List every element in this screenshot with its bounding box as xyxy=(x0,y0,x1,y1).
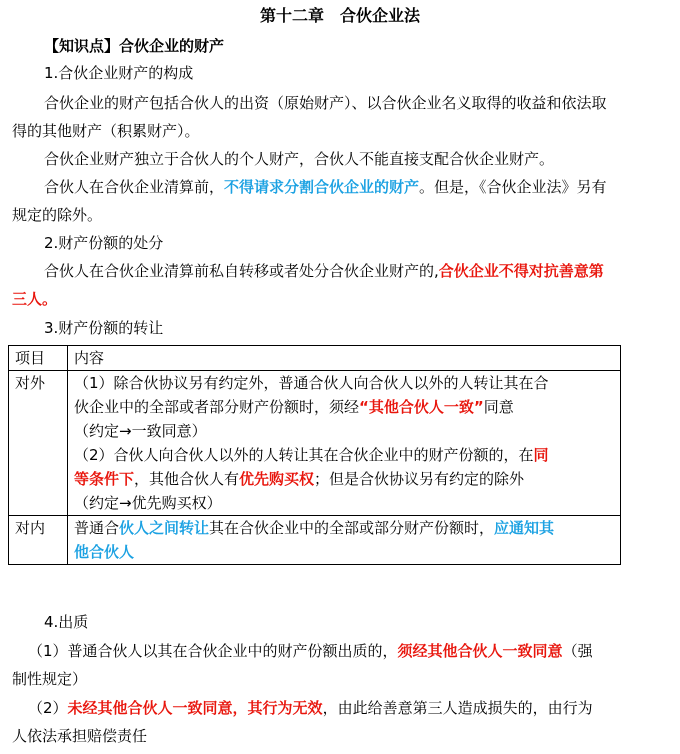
transfer-table xyxy=(8,345,621,565)
s1-p3-pre: 合伙人在合伙企业清算前， xyxy=(44,178,225,196)
s2-paragraph-line-2: 三人。 xyxy=(12,290,58,308)
int-a-mid: 其在合伙企业中的全部或部分财产份额时， xyxy=(209,519,495,537)
s2-paragraph-line-1 xyxy=(44,261,604,281)
section-4-heading: 4.出质 xyxy=(44,613,89,631)
ext-2a-highlight: 同 xyxy=(533,446,549,464)
row-label-internal: 对内 xyxy=(9,516,68,565)
header-item: 项目 xyxy=(9,346,68,371)
s4-p1-post: （强 xyxy=(562,642,593,660)
ext-1b-pre: 伙企业中的全部或者部分财产份额时，须经 xyxy=(74,398,360,416)
s2-p-highlight-1: 合伙企业不得对抗善意第 xyxy=(438,262,604,280)
row-label-external: 对外 xyxy=(9,371,68,516)
table-row-external xyxy=(9,371,621,516)
section-3-heading: 3.财产份额的转让 xyxy=(44,319,164,337)
s4-p2-highlight: 未经其他合伙人一致同意，其行为无效 xyxy=(67,699,323,717)
s1-p3-post: 。但是，《合伙企业法》另有 xyxy=(419,178,607,196)
s1-paragraph-3-line-2: 规定的除外。 xyxy=(12,206,103,224)
int-a-pre: 普通合 xyxy=(74,519,120,537)
s4-p2-num: （2） xyxy=(28,699,68,717)
ext-1-line-1: （1）除合伙协议另有约定外，普通合伙人向合伙人以外的人转让其在合 xyxy=(74,374,549,392)
table-header-row xyxy=(9,346,621,371)
knowledge-point-heading: 【知识点】合伙企业的财产 xyxy=(44,37,225,55)
row-content-external xyxy=(68,371,621,516)
s4-paragraph-1-line-2: 制性规定） xyxy=(12,670,88,688)
section-1-heading: 1.合伙企业财产的构成 xyxy=(44,64,194,82)
table-row-internal xyxy=(9,516,621,565)
ext-2-line-3: （约定→优先购买权） xyxy=(74,494,222,512)
int-line-1 xyxy=(74,516,614,540)
s1-paragraph-1-line-2: 得的其他财产（积累财产）。 xyxy=(12,122,200,140)
ext-2b-highlight-2: 优先购买权 xyxy=(239,470,315,488)
s4-paragraph-2-line-2: 人依法承担赔偿责任 xyxy=(12,727,148,745)
ext-1b-highlight: “其他合伙人一致” xyxy=(359,398,484,416)
s1-p3-highlight: 不得请求分割合伙企业的财产 xyxy=(224,178,420,196)
ext-1-line-2 xyxy=(74,395,614,419)
int-a-highlight-2: 应通知其 xyxy=(494,519,555,537)
row-content-internal xyxy=(68,516,621,565)
ext-2b-post: ；但是合伙协议另有约定的除外 xyxy=(314,470,525,488)
s1-paragraph-2: 合伙企业财产独立于合伙人的个人财产，合伙人不能直接支配合伙企业财产。 xyxy=(44,150,555,168)
s4-paragraph-2-line-1 xyxy=(28,698,593,718)
section-2-heading: 2.财产份额的处分 xyxy=(44,234,164,252)
int-a-highlight-1: 伙人之间转让 xyxy=(119,519,210,537)
s1-paragraph-1-line-1: 合伙企业的财产包括合伙人的出资（原始财产）、以合伙企业名义取得的收益和依法取 xyxy=(44,94,607,112)
page-title: 第十二章 合伙企业法 xyxy=(259,6,420,25)
ext-2-line-2 xyxy=(74,467,614,491)
ext-1b-post: 同意 xyxy=(483,398,514,416)
s4-paragraph-1-line-1 xyxy=(28,641,593,661)
ext-2b-mid: ，其他合伙人有 xyxy=(134,470,240,488)
s4-p1-pre: （1）普通合伙人以其在合伙企业中的财产份额出质的， xyxy=(28,642,398,660)
ext-2-line-1 xyxy=(74,443,614,467)
ext-1-line-3: （约定→一致同意） xyxy=(74,422,207,440)
s2-p-pre: 合伙人在合伙企业清算前私自转移或者处分合伙企业财产的, xyxy=(44,262,439,280)
s4-p1-highlight: 须经其他合伙人一致同意 xyxy=(397,642,563,660)
ext-2b-highlight-1: 等条件下 xyxy=(74,470,135,488)
header-content: 内容 xyxy=(68,346,621,371)
ext-2a-pre: （2）合伙人向合伙人以外的人转让其在合伙企业中的财产份额的，在 xyxy=(74,446,534,464)
s4-p2-post: ，由此给善意第三人造成损失的，由行为 xyxy=(322,699,593,717)
int-line-2: 他合伙人 xyxy=(74,543,135,561)
s1-paragraph-3-line-1 xyxy=(44,177,607,197)
